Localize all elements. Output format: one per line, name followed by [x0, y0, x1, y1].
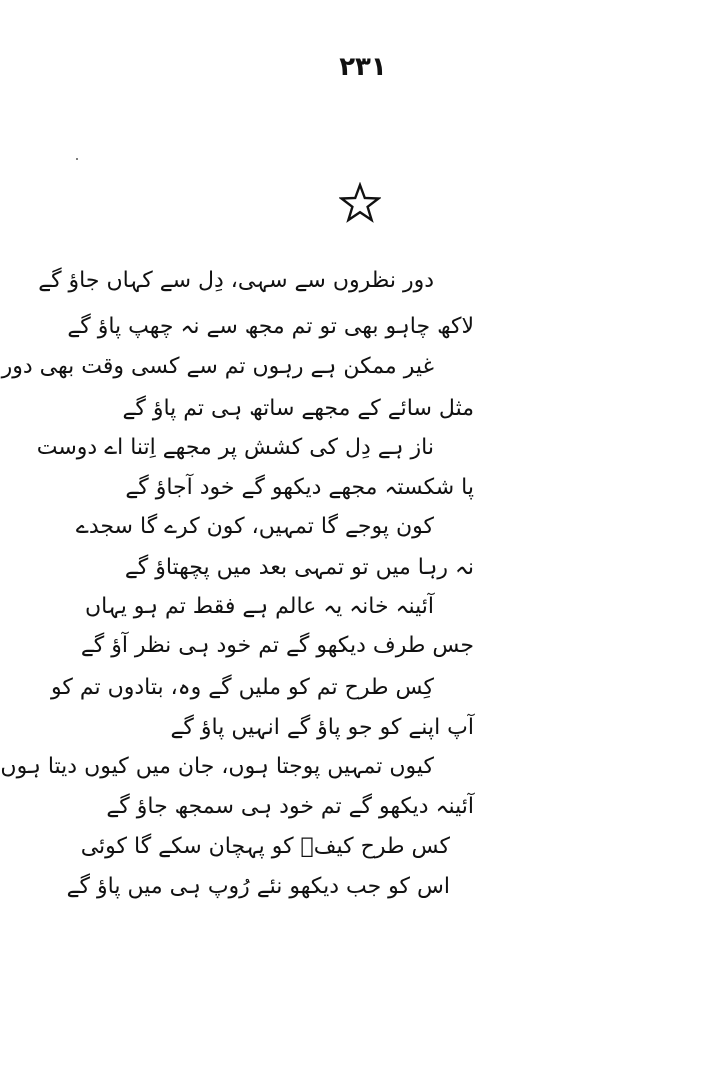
verse-line: آپ اپنے کو جو پاؤ گے انہیں پاؤ گے	[170, 715, 474, 740]
verse-line: آئینہ دیکھو گے تم خود ہی سمجھ جاؤ گے	[106, 794, 474, 819]
verse-line: پا شکستہ مجھے دیکھو گے خود آجاؤ گے	[125, 475, 474, 500]
verse-line: کون پوجے گا تمہیں، کون کرے گا سجدے	[75, 514, 434, 539]
verse-line: دور نظروں سے سہی، دِل سے کہاں جاؤ گے	[38, 268, 434, 293]
verse-line: آئینہ خانہ یہ عالم ہے فقط تم ہو یہاں	[84, 594, 434, 619]
verse-line: غیر ممکن ہے رہوں تم سے کسی وقت بھی دور	[1, 354, 434, 379]
verse-line: نہ رہا میں تو تمہی بعد میں پچھتاؤ گے	[124, 555, 474, 580]
verse-line: کیوں تمہیں پوجتا ہوں، جان میں کیوں دیتا ہوں	[0, 754, 434, 779]
scan-speck	[76, 158, 78, 160]
verse-line: مثل سائے کے مجھے ساتھ ہی تم پاؤ گے	[122, 396, 474, 421]
verse-line: کس طرح کیفؔ کو پہچان سکے گا کوئی	[80, 834, 450, 859]
verse-line: لاکھ چاہو بھی تو تم مجھ سے نہ چھپ پاؤ گے	[67, 314, 474, 339]
verse-line: اس کو جب دیکھو نئے رُوپ ہی میں پاؤ گے	[66, 874, 450, 899]
star-icon	[339, 182, 381, 224]
verse-line: جس طرف دیکھو گے تم خود ہی نظر آؤ گے	[80, 633, 474, 658]
verse-line: کِس طرح تم کو ملیں گے وہ، بتادوں تم کو	[51, 675, 434, 700]
verse-line: ناز ہے دِل کی کشش پر مجھے اِتنا اے دوست	[36, 435, 434, 460]
page-number: ۲۳۱	[339, 52, 387, 82]
